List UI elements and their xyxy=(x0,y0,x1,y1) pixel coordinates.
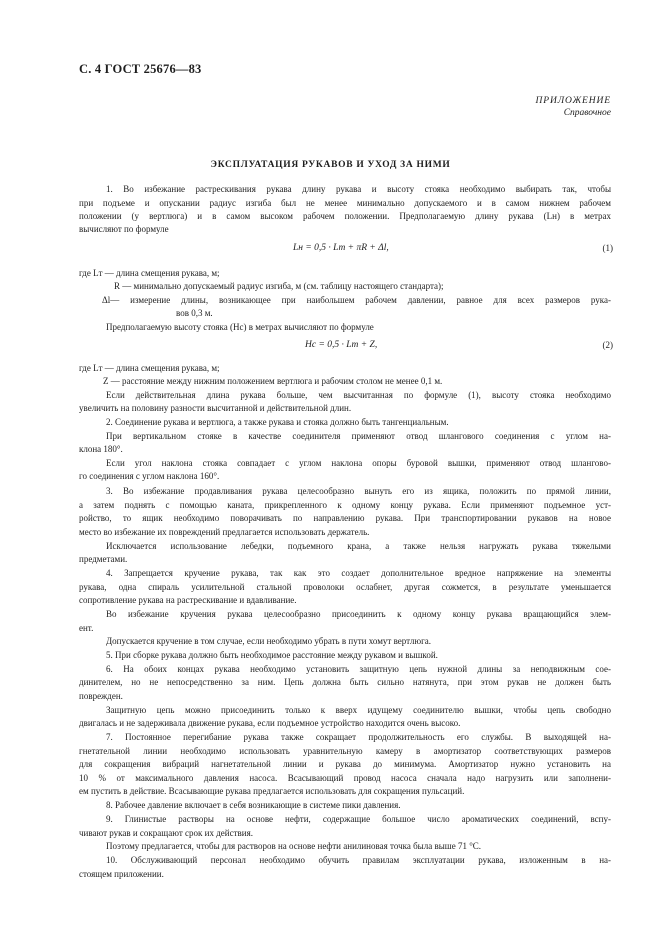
text-line: для сокращения вибраций нагнетательной линии и рукава до минимума. Амортизатор нужно установить на xyxy=(79,759,611,769)
text-line: гнетательной линии необходимо использовать уравнительную камеру в амортизатор соответствующих размеров xyxy=(79,746,611,756)
text-line: 3. Во избежание продавливания рукава целесообразно вынуть его из ящика, положить по прямой линии, xyxy=(106,486,611,496)
text-line: стоящем приложении. xyxy=(79,869,164,879)
text-line: 6. На обоих концах рукава необходимо установить защитную цепь нужной длины за неподвижным сое- xyxy=(106,664,611,674)
text-line: 4. Запрещается кручение рукава, так как это создает дополнительное вредное напряжение на элементы xyxy=(106,568,611,578)
text-line: рукава, одна спираль усилительной стальной проволоки ослабнет, другая сожмется, в результате уменьшается xyxy=(79,582,611,592)
text-line: Во избежание кручения рукава целесообразно присоединить к одному концу рукава вращающийся элем- xyxy=(106,609,611,619)
text-line: сопротивление рукава на растрескивание и вдавливание. xyxy=(79,595,297,605)
text-line: место во избежание их повреждений предлагается использовать держатель. xyxy=(79,527,370,537)
appendix-block xyxy=(536,95,612,119)
text-line: ем пустить в действие. Всасывающие рукава предлагается использовать для сокращения пульсаций. xyxy=(79,786,465,796)
text-line: 10 % от максимального давления насоса. Всасывающий провод насоса сначала надо нагрузить или заполнени- xyxy=(79,773,611,783)
text-line: Если действительная длина рукава больше, чем высчитанная по формуле (1), высоту стояка необходимо xyxy=(106,390,611,400)
definition-lt-2: где Lт — длина смещения рукава, м; xyxy=(79,363,220,373)
text-line: чивают рукав и сокращают срок их действия. xyxy=(79,828,253,838)
formula-1: Lн = 0,5 · Lт + πR + Δl, xyxy=(293,243,389,253)
text-line: 2. Соединение рукава и вертлюга, а также рукава и стояка должно быть тангенциальным. xyxy=(106,417,449,427)
section-title: ЭКСПЛУАТАЦИЯ РУКАВОВ И УХОД ЗА НИМИ xyxy=(210,160,451,170)
text-line: динителем, но не непосредственно за ним. Цепь должна быть сильно натянута, при этом рукав не должен быть xyxy=(79,677,611,687)
text-line: двигалась и не задерживала движение рукава, если подъемное устройство находится очень высоко. xyxy=(79,718,461,728)
text-line: предметами. xyxy=(79,554,128,564)
text-line: Предполагаемую высоту стояка (Hс) в метрах вычисляют по формуле xyxy=(106,322,374,332)
appendix-label: ПРИЛОЖЕНИЕ xyxy=(535,96,611,106)
page-header: С. 4 ГОСТ 25676—83 xyxy=(79,62,202,76)
text-line: при подъеме и опускании радиус изгиба был не менее минимально допускаемого и в самом нижнем рабочем xyxy=(79,198,611,208)
text-line: 9. Глинистые растворы на основе нефти, содержащие большое число ароматических соединений, вспу- xyxy=(106,814,611,824)
text-line: Исключается использование лебедки, подъемного крана, а также нельзя нагружать рукава тяжелыми xyxy=(106,541,611,551)
definition-dl: Δl— измерение длины, возникающее при наибольшем рабочем давлении, равное для всех размеров рука- xyxy=(102,295,611,305)
text-line: Если угол наклона стояка совпадает с углом наклона опоры буровой вышки, применяют отвод шлангово- xyxy=(106,458,611,468)
text-line: поврежден. xyxy=(79,691,123,701)
text-line: 5. При сборке рукава должно быть необходимое расстояние между рукавом и вышкой. xyxy=(106,650,438,660)
appendix-type: Справочное xyxy=(563,108,611,118)
text-line: увеличить на половину разности высчитанной и действительной длин. xyxy=(79,403,352,413)
text-line: ент. xyxy=(79,623,94,633)
text-line: а затем поднять с помощью каната, прикрепленного к одному концу рукава. Если применяют подъемное уст- xyxy=(79,500,611,510)
text-line: го соединения с углом наклона 160°. xyxy=(79,471,220,481)
text-line: 8. Рабочее давление включает в себя возникающие в системе пики давления. xyxy=(106,800,401,810)
text-line: 7. Постоянное перегибание рукава также сокращает продолжительность его службы. В выходящей на- xyxy=(106,732,611,742)
formula-2: Hс = 0,5 · Lт + Z, xyxy=(305,340,378,350)
text-line: клона 180°. xyxy=(79,444,123,454)
formula-1-number: (1) xyxy=(602,243,613,253)
text-line: Защитную цепь можно присоединить только к вверх идущему соединителю вышки, чтобы цепь свободно xyxy=(106,705,611,715)
text-line: Поэтому предлагается, чтобы для растворов на основе нефти анилиновая точка была выше 71 °С. xyxy=(106,841,482,851)
text-line: положении (у вертлюга) и в самом высоком рабочем положении. Предполагаемую длину рукава (Lн) в метрах xyxy=(79,211,611,221)
text-line: вычисляют по формуле xyxy=(79,224,169,234)
text-line: Допускается кручение в том случае, если необходимо убрать в пути хомут вертлюга. xyxy=(106,636,432,646)
text-line: 1. Во избежание растрескивания рукава длину рукава и высоту стояка необходимо выбирать так, чтобы xyxy=(106,184,611,194)
definition-lt: где Lт — длина смещения рукава, м; xyxy=(79,268,220,278)
text-line: При вертикальном стояке в качестве соединителя применяют отвод шлангового соединения с углом на- xyxy=(106,431,611,441)
text-line: 10. Обслуживающий персонал необходимо обучить правилам эксплуатации рукава, изложенным в на- xyxy=(106,855,611,865)
text-line: вов 0,3 м. xyxy=(176,308,213,318)
text-line: ройство, то ящик необходимо поворачивать по направлению рукава. При транспортировании рукавов на новое xyxy=(79,513,611,523)
definition-z: Z — расстояние между нижним положением вертлюга и рабочим столом не менее 0,1 м. xyxy=(103,376,443,386)
formula-2-number: (2) xyxy=(602,340,613,350)
definition-r: R — минимально допускаемый радиус изгиба, м (см. таблицу настоящего стандарта); xyxy=(114,281,444,291)
